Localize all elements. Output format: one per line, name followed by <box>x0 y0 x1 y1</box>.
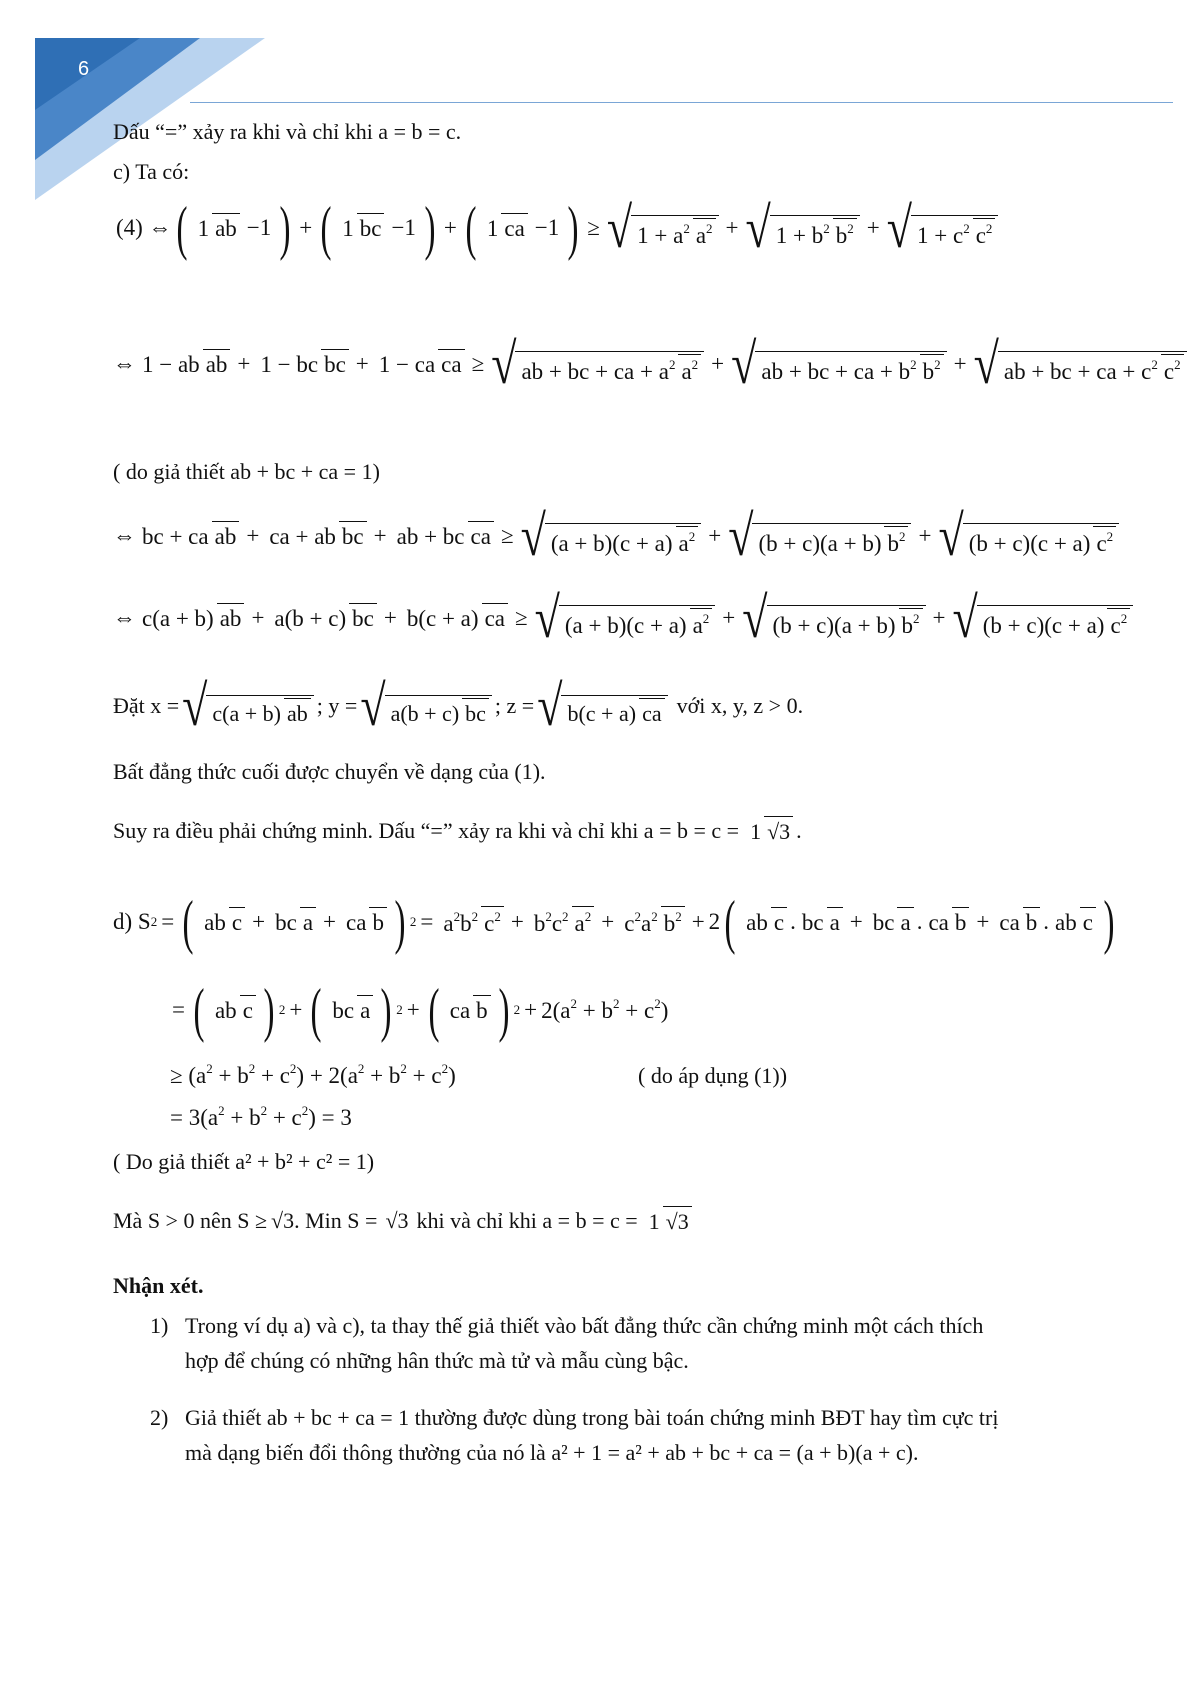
dat-y: ; y = <box>316 693 358 718</box>
equation-step-2: ⇔ 1 − ab ab + 1 − bc bc + 1 − ca ca ≥ √ ab + bc + ca + $a^2$ $a^2$ + √ ab + bc + ca + $b^2$ $b^2$ + √ ab + bc + ca + $c^2$ $c^2$ <box>113 326 1190 402</box>
assumption-note: ( do giả thiết ab + bc + ca = 1) <box>113 459 380 484</box>
equation-d1: d) S 2 = ( ab c + bc a + ca b ) 2 = $a^2b^2$ $c^2$ + $b^2c^2$ $a^2$ + $c^2a^2$ $b^2$ + 2 ( ab c . bc a + bc a . ca b + ca b . ab c ) <box>113 889 1115 955</box>
min-text-2: . Min S = <box>294 1208 378 1233</box>
apply-note: ( do áp dụng (1)) <box>638 1063 788 1088</box>
remark-num-1: 1) <box>150 1313 169 1338</box>
min-text-3: khi và chỉ khi a = b = c = <box>416 1208 638 1233</box>
equation-d3: ≥ $(a^2 + b^2 + c^2) + 2(a^2 + b^2 + c^2)$ <box>170 1061 456 1088</box>
page-number: 6 <box>78 58 90 80</box>
remark-text-2: Giả thiết ab + bc + ca = 1 thường được dùng trong bài toán chứng minh BĐT hay tìm cực trị mà dạng biến đổi thông thường của nó là a² + 1 = a² + ab + bc + ca = (a + b)(a + c). <box>185 1405 999 1465</box>
remark-item-2 <box>150 1400 1030 1510</box>
conclusion-c: Suy ra điều phải chứng minh. Dấu “=” xảy ra khi và chỉ khi a = b = c = 1 √3 . <box>113 796 802 866</box>
min-text-1: Mà S > 0 nên S ≥ <box>113 1208 268 1233</box>
part-d-label: d) S <box>113 909 151 934</box>
dat-suffix: với x, y, z > 0. <box>676 693 804 718</box>
part-c-label: c) Ta có: <box>113 159 190 184</box>
dat-z: ; z = <box>494 693 535 718</box>
reduction-note: Bất đẳng thức cuối được chuyển về dạng của (1). <box>113 759 546 784</box>
min-conclusion: Mà S > 0 nên S ≥ √3 . Min S = √3 khi và chỉ khi a = b = c = 1 √3 <box>113 1186 695 1256</box>
equation-step-3: ⇔ bc + ca ab + ca + ab bc + ab + bc ca ≥ √ (a + b)(c + a) $a^2$ + √ (b + c)(a + b) $b^2$ + √ (b + c)(c + a) $c^2$ <box>113 498 1122 574</box>
header-rule <box>190 102 1173 103</box>
equation-d2: = ( ab c ) 2 + ( bc a ) 2 + ( ca b ) 2 + $2(a^2 + b^2 + c^2)$ <box>172 977 669 1043</box>
equation-d4: = $3(a^2 + b^2 + c^2) = 3$ <box>170 1103 352 1130</box>
equation-4: (4) ⇔ ( 1 ab −1 ) + ( 1 bc −1 ) + ( 1 ca −1 ) ≥ √ $1 + a^2$ $a^2$ + √ $1 + b^2$ $b^2$ + √ $1 + c^2$ $c^2$ <box>116 192 1001 264</box>
substitution-line: Đặt x = √ c(a + b) ab ; y = √ a(b + c) bc ; z = √ b(c + a) ca với x, y, z > 0. <box>113 673 804 738</box>
remark-num-2: 2) <box>150 1405 169 1430</box>
remark-heading: Nhận xét. <box>113 1273 204 1298</box>
equation-step-4: ⇔ c(a + b) ab + a(b + c) bc + b(c + a) ca ≥ √ (a + b)(c + a) $a^2$ + √ (b + c)(a + b) $b^2$ + √ (b + c)(c + a) $c^2$ <box>113 580 1136 656</box>
conclusion-c-text: Suy ra điều phải chứng minh. Dấu “=” xảy ra khi và chỉ khi a = b = c = <box>113 818 740 843</box>
remark-item-1 <box>150 1308 1030 1388</box>
remark-text-1: Trong ví dụ a) và c), ta thay thế giả thiết vào bất đẳng thức cần chứng minh một cách thích hợp để chúng có những hân thức mà tử và mẫu cùng bậc. <box>185 1313 984 1373</box>
equality-note: Dấu “=” xảy ra khi và chỉ khi a = b = c. <box>113 119 462 144</box>
assumption-note-2: ( Do giả thiết a² + b² + c² = 1) <box>113 1149 375 1174</box>
dat-prefix: Đặt x = <box>113 693 180 718</box>
